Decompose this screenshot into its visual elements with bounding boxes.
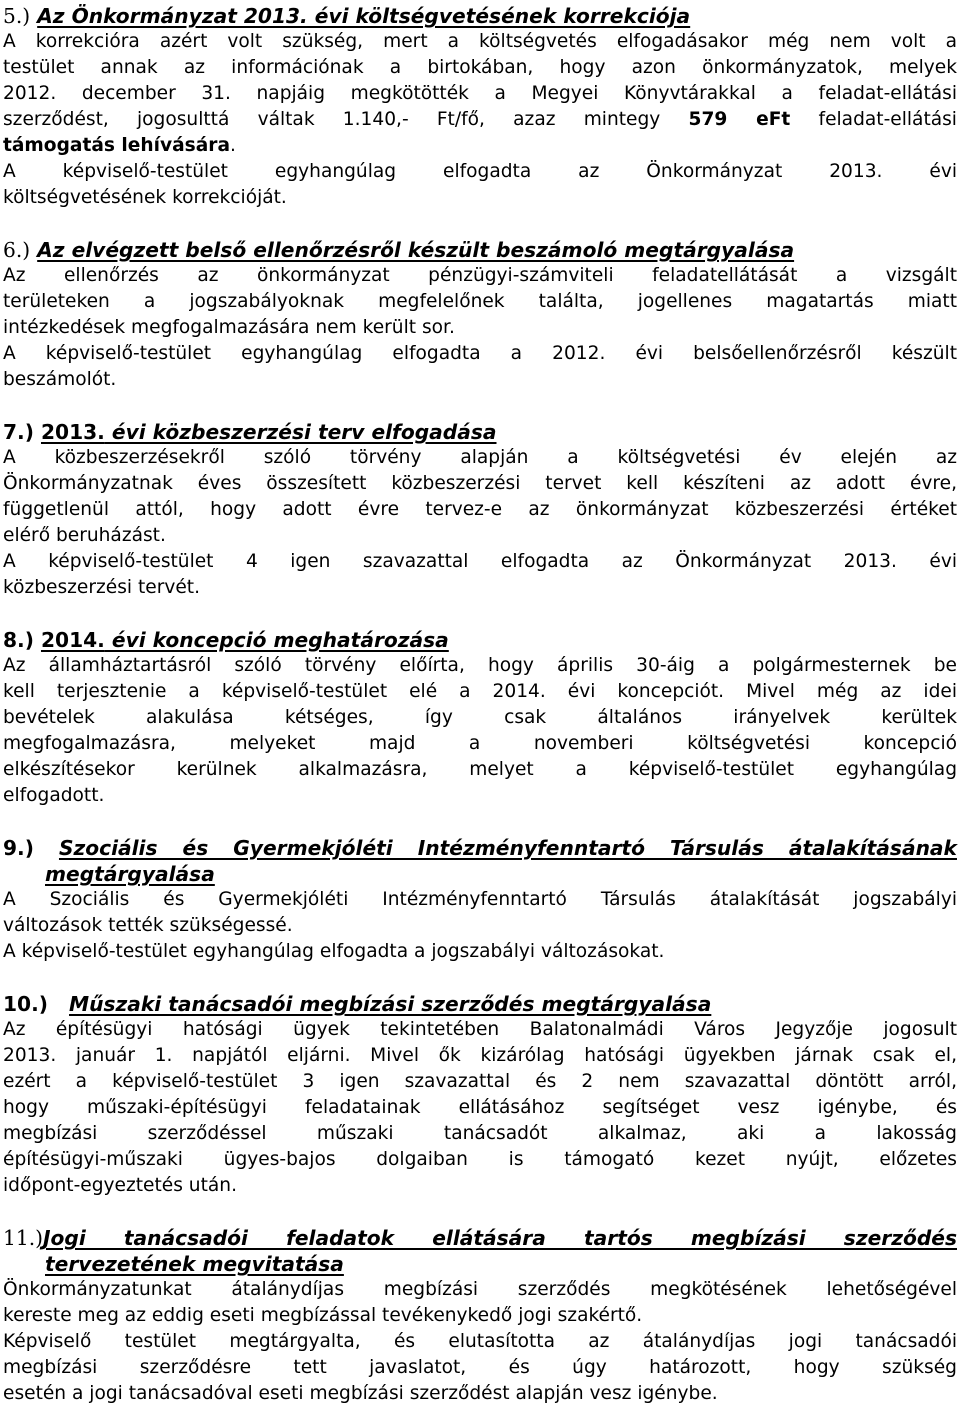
body-line: A közbeszerzésekről szóló törvény alapján a költségvetési év elején az <box>3 447 957 468</box>
decision-line: költségvetésének korrekcióját. <box>3 187 287 208</box>
section-9-heading-line <box>3 861 957 887</box>
section-9-number: 9.) <box>3 836 34 860</box>
section-7-title-year: 2013. <box>40 420 105 444</box>
section-7-title-rest: évi közbeszerzési terv elfogadása <box>104 420 497 444</box>
body-line: elérő beruházást. <box>3 525 166 546</box>
body-line: építésügyi-műszaki ügyes-bajos dolgaiban is támogató kezet nyújt, előzetes <box>3 1149 957 1170</box>
body-line: 2012. december 31. napjáig megkötötték a Megyei Könyvtárakkal a feladat-ellátási <box>3 83 957 104</box>
section-6-body <box>3 263 957 341</box>
decision-line: megbízási szerződésre tett javaslatot, és úgy határozott, hogy szükség <box>3 1357 957 1378</box>
body-line: változások tették szükségessé. <box>3 915 293 936</box>
section-11 <box>3 1225 957 1407</box>
body-line: Önkormányzatunkat átalánydíjas megbízási szerződés megkötésének lehetőségével <box>3 1279 957 1300</box>
body-line-tail: feladat-ellátási <box>790 109 957 130</box>
body-line: A Szociális és Gyermekjóléti Intézményfenntartó Társulás átalakítását jogszabályi <box>3 889 957 910</box>
body-line-bold <box>3 133 957 159</box>
section-10-body <box>3 1017 957 1199</box>
decision-line: A képviselő-testület egyhangúlag elfogadta a 2012. évi belsőellenőrzésről készült <box>3 343 957 364</box>
body-line: A korrekcióra azért volt szükség, mert a költségvetés elfogadásakor még nem volt a <box>3 31 957 52</box>
section-8-number: 8.) <box>3 628 34 652</box>
section-9-decision <box>3 939 957 965</box>
body-line: hogy műszaki-építésügyi feladatainak ellátásához segítséget vesz igénybe, és <box>3 1097 957 1118</box>
body-line: időpont-egyeztetés után. <box>3 1175 237 1196</box>
body-line: Az államháztartásról szóló törvény előírta, hogy április 30-áig a polgármesternek be <box>3 655 957 676</box>
body-line: intézkedések megfogalmazására nem került sor. <box>3 317 455 338</box>
section-5-number: 5.) <box>3 4 31 28</box>
body-line: Önkormányzatnak éves összesített közbeszerzési tervet kell készíteni az adott évre, <box>3 473 957 494</box>
body-line: kereste meg az eddig eseti megbízással tevékenykedő jogi szakértő. <box>3 1305 643 1326</box>
decision-line: esetén a jogi tanácsadóval eseti megbízási szerződést alapján vesz igénybe. <box>3 1383 718 1404</box>
section-10-title: Műszaki tanácsadói megbízási szerződés megtárgyalása <box>69 992 712 1016</box>
section-6 <box>3 237 957 393</box>
section-7-title <box>41 420 497 444</box>
section-8-title <box>41 628 449 652</box>
body-line: 2013. január 1. napjától eljárni. Mivel ők kizárólag hatósági ügyekben járnak csak el, <box>3 1045 957 1066</box>
body-line: megbízási szerződéssel műszaki tanácsadót alkalmaz, aki a lakosság <box>3 1123 957 1144</box>
section-5-body <box>3 29 957 159</box>
body-line: megfogalmazásra, melyeket majd a novemberi költségvetési koncepció <box>3 733 957 754</box>
section-8-title-year: 2014. <box>40 628 105 652</box>
section-6-decision <box>3 341 957 393</box>
body-line: területeken a jogszabályoknak megfelelőnek találta, jogellenes magatartás miatt <box>3 291 957 312</box>
decision-line: A képviselő-testület 4 igen szavazattal elfogadta az Önkormányzat 2013. évi <box>3 551 957 572</box>
section-9-heading <box>3 835 957 887</box>
section-9 <box>3 835 957 965</box>
support-amount: 579 eFt <box>688 109 791 130</box>
section-8-body <box>3 653 957 809</box>
section-8-heading <box>3 627 957 653</box>
body-line: ezért a képviselő-testület 3 igen szavazattal és 2 nem szavazattal döntött arról, <box>3 1071 957 1092</box>
section-10-number: 10.) <box>3 992 48 1016</box>
section-7-decision <box>3 549 957 601</box>
body-line: Az ellenőrzés az önkormányzat pénzügyi-számviteli feladatellátását a vizsgált <box>3 265 957 286</box>
section-10-heading <box>3 991 957 1017</box>
section-8-title-rest: évi koncepció meghatározása <box>104 628 449 652</box>
body-line: bevételek alakulása kétséges, így csak általános irányelvek kerültek <box>3 707 957 728</box>
period: . <box>230 135 236 156</box>
section-6-title: Az elvégzett belső ellenőrzésről készült beszámoló megtárgyalása <box>37 238 795 262</box>
section-11-heading <box>3 1225 957 1277</box>
section-6-number: 6.) <box>3 238 31 262</box>
section-11-body <box>3 1277 957 1329</box>
body-line: kell terjesztenie a képviselő-testület elé a 2014. évi koncepciót. Mivel még az idei <box>3 681 957 702</box>
body-line: függetlenül attól, hogy adott évre tervez-e az önkormányzat közbeszerzési értéket <box>3 499 957 520</box>
section-9-body <box>3 887 957 939</box>
section-11-heading-line <box>3 1251 957 1277</box>
section-11-title-line: tervezetének megvitatása <box>45 1252 344 1276</box>
decision-line: Képviselő testület megtárgyalta, és elutasította az átalánydíjas jogi tanácsadói <box>3 1331 957 1352</box>
body-line: Az építésügyi hatósági ügyek tekintetében Balatonalmádi Város Jegyzője jogosult <box>3 1019 957 1040</box>
section-8 <box>3 627 957 809</box>
section-7 <box>3 419 957 601</box>
body-line: testület annak az információnak a birtokában, hogy azon önkormányzatok, melyek <box>3 57 957 78</box>
support-request: támogatás lehívására <box>3 135 231 156</box>
body-line-with-amount <box>3 107 957 133</box>
decision-line: A képviselő-testület egyhangúlag elfogadta a jogszabályi változásokat. <box>3 941 665 962</box>
section-5 <box>3 3 957 211</box>
section-5-title: Az Önkormányzat 2013. évi költségvetésének korrekciója <box>37 4 691 28</box>
section-9-title-line: megtárgyalása <box>45 862 215 886</box>
section-9-heading-line <box>3 835 957 861</box>
section-9-title-line: Szociális és Gyermekjóléti Intézményfenntartó Társulás átalakításának <box>58 836 957 860</box>
section-11-heading-line <box>3 1225 957 1251</box>
decision-line: beszámolót. <box>3 369 117 390</box>
body-line: szerződést, jogosulttá váltak 1.140,- Ft/fő, azaz mintegy <box>3 109 661 130</box>
body-line: elkészítésekor kerülnek alkalmazásra, melyet a képviselő-testület egyhangúlag <box>3 759 957 780</box>
section-5-heading <box>3 3 957 29</box>
section-5-decision <box>3 159 957 211</box>
body-line: elfogadott. <box>3 785 105 806</box>
decision-line: közbeszerzési tervét. <box>3 577 200 598</box>
section-11-number: 11.) <box>3 1226 43 1250</box>
section-6-heading <box>3 237 957 263</box>
section-7-number: 7.) <box>3 420 34 444</box>
section-11-decision <box>3 1329 957 1407</box>
section-7-heading <box>3 419 957 445</box>
section-7-body <box>3 445 957 549</box>
decision-line: A képviselő-testület egyhangúlag elfogadta az Önkormányzat 2013. évi <box>3 161 957 182</box>
section-10 <box>3 991 957 1199</box>
section-11-title-line: Jogi tanácsadói feladatok ellátására tartós megbízási szerződés <box>42 1226 957 1250</box>
